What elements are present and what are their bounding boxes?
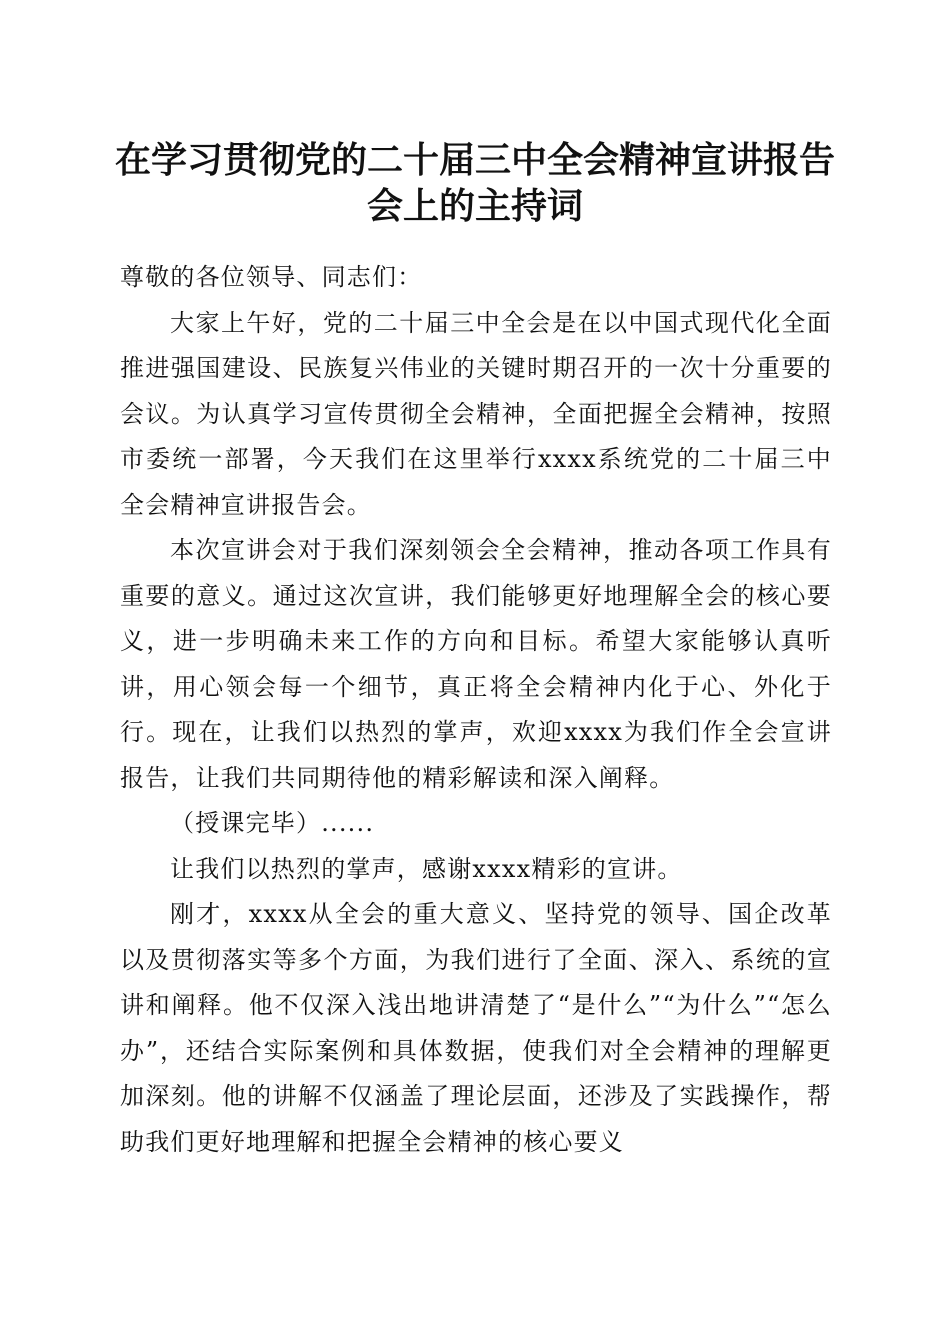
- document-title-line-2: 会上的主持词: [366, 185, 583, 227]
- document-body: [120, 255, 832, 1165]
- paragraph-thanks: 让我们以热烈的掌声，感谢xxxx精彩的宣讲。: [170, 854, 683, 883]
- paragraph-opening: 大家上午好，党的二十届三中全会是在以中国式现代化全面推进强国建设、民族复兴伟业的关键时期召开的一次十分重要的会议。为认真学习宣传贯彻全会精神，全面把握全会精神，按照市委统一部署，今天我们在这里举行xxxx系统党的二十届三中全会精神宣讲报告会。: [120, 308, 832, 519]
- salutation: 尊敬的各位领导、同志们：: [120, 263, 423, 291]
- document-title-line-1: 在学习贯彻党的二十届三中全会精神宣讲报告: [114, 139, 835, 181]
- paragraph-summary: 刚才，xxxx从全会的重大意义、坚持党的领导、国企改革以及贯彻落实等多个方面，为我们进行了全面、深入、系统的宣讲和阐释。他不仅深入浅出地讲清楚了“是什么”“为什么”“怎么办”，还结合实际案例和具体数据，使我们对全会精神的理解更加深刻。他的讲解不仅涵盖了理论层面，还涉及了实践操作，帮助我们更好地理解和把握全会精神的核心要义: [120, 900, 832, 1156]
- paragraph-lecture-finished: （授课完毕）......: [170, 809, 375, 837]
- paragraph-significance: 本次宣讲会对于我们深刻领会全会精神，推动各项工作具有重要的意义。通过这次宣讲，我们能够更好地理解全会的核心要义，进一步明确未来工作的方向和目标。希望大家能够认真听讲，用心领会每一个细节，真正将全会精神内化于心、外化于行。现在，让我们以热烈的掌声，欢迎xxxx为我们作全会宣讲报告，让我们共同期待他的精彩解读和深入阐释。: [120, 536, 832, 792]
